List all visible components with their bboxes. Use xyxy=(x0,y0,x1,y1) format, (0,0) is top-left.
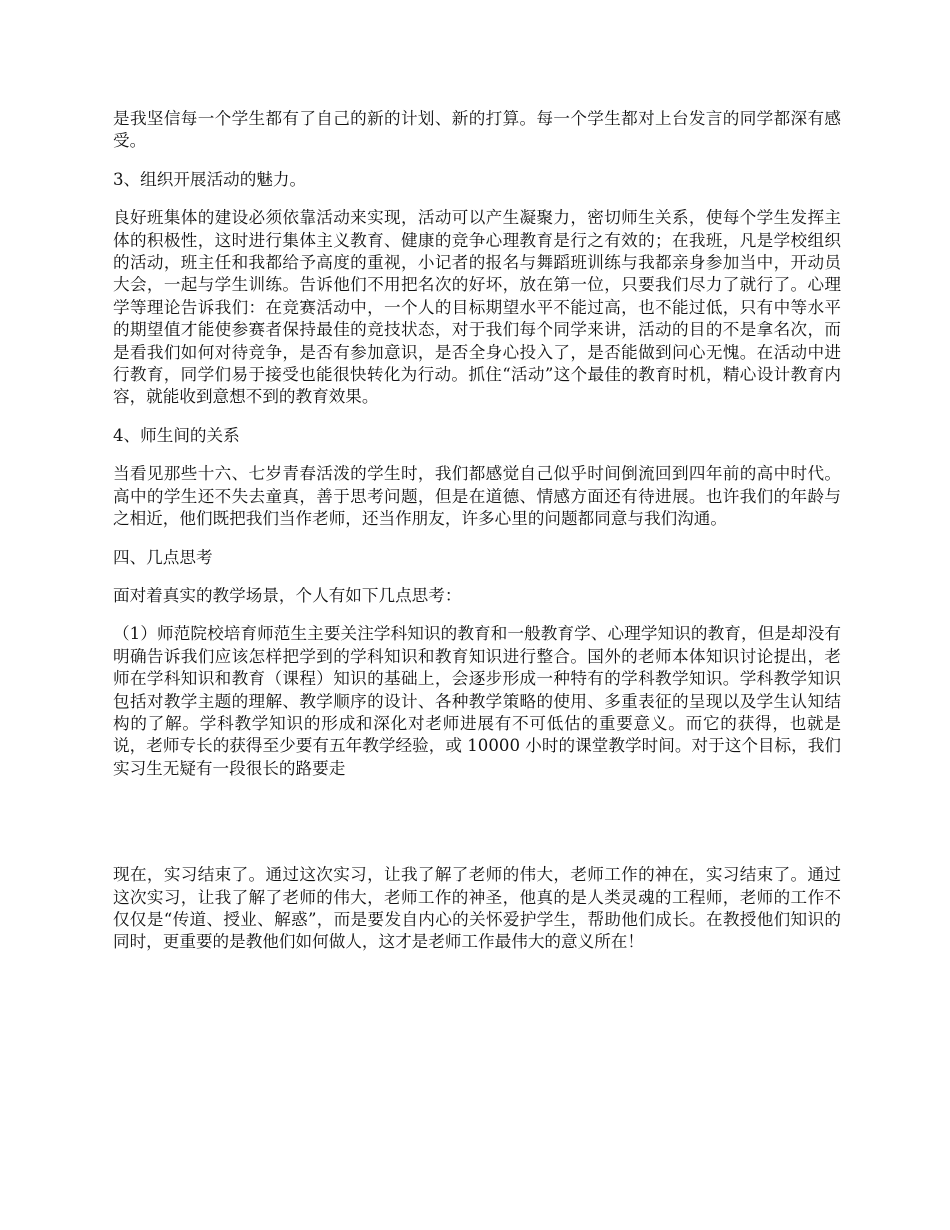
section-heading-4: 4、师生间的关系 xyxy=(113,425,240,445)
paragraph-activities: 良好班集体的建设必须依靠活动来实现，活动可以产生凝聚力，密切师生关系，使每个学生发挥主体的积极性，这时进行集体主义教育、健康的竞争心理教育是行之有效的；在我班，凡是学校组织的活动，班主任和我都给予高度的重视，小记者的报名与舞蹈班训练与我都亲身参加当中，开动员大会，一起与学生训练。告诉他们不用把名次的好坏，放在第一位，只要我们尽力了就行了。心理学等理论告诉我们：在竞赛活动中，一个人的目标期望水平不能过高，也不能过低，只有中等水平的期望值才能使参赛者保持最佳的竞技状态，对于我们每个同学来讲，活动的目的不是拿名次，而是看我们如何对待竞争，是否有参加意识，是否全身心投入了，是否能做到问心无愧。在活动中进行教育，同学们易于接受也能很快转化为行动。抓住“活动”这个最佳的教育时机，精心设计教育内容，就能收到意想不到的教育效果。 xyxy=(113,208,841,407)
blank-space xyxy=(113,796,841,864)
paragraph-intro-continued: 是我坚信每一个学生都有了自己的新的计划、新的打算。每一个学生都对上台发言的同学都深有感受。 xyxy=(113,109,841,151)
paragraph-reflections-intro: 面对着真实的教学场景，个人有如下几点思考： xyxy=(113,585,462,605)
section-heading-3: 3、组织开展活动的魅力。 xyxy=(113,169,307,189)
document-page xyxy=(113,108,841,970)
section-heading-reflections: 四、几点思考 xyxy=(113,547,213,567)
paragraph-teacher-student: 当看见那些十六、七岁青春活泼的学生时，我们都感觉自己似乎时间倒流回到四年前的高中时代。高中的学生还不失去童真，善于思考问题，但是在道德、情感方面还有待进展。也许我们的年龄与之相近，他们既把我们当作老师，还当作朋友，许多心里的问题都同意与我们沟通。 xyxy=(113,464,841,529)
paragraph-conclusion: 现在，实习结束了。通过这次实习，让我了解了老师的伟大，老师工作的神在，实习结束了。通过这次实习，让我了解了老师的伟大，老师工作的神圣，他真的是人类灵魂的工程师，老师的工作不仅仅是“传道、授业、解惑”，而是要发自内心的关怀爱护学生，帮助他们成长。在教授他们知识的同时，更重要的是教他们如何做人，这才是老师工作最伟大的意义所在！ xyxy=(113,865,841,952)
paragraph-reflection-1: （1）师范院校培育师范生主要关注学科知识的教育和一般教育学、心理学知识的教育，但是却没有明确告诉我们应该怎样把学到的学科知识和教育知识进行整合。国外的老师本体知识讨论提出，老师在学科知识和教育（课程）知识的基础上，会逐步形成一种特有的学科教学知识。学科教学知识包括对教学主题的理解、教学顺序的设计、各种教学策略的使用、多重表征的呈现以及学生认知结构的了解。学科教学知识的形成和深化对老师进展有不可低估的重要意义。而它的获得，也就是说，老师专长的获得至少要有五年教学经验，或 10000 小时的课堂教学时间。对于这个目标，我们实习生无疑有一段很长的路要走 xyxy=(113,624,841,778)
